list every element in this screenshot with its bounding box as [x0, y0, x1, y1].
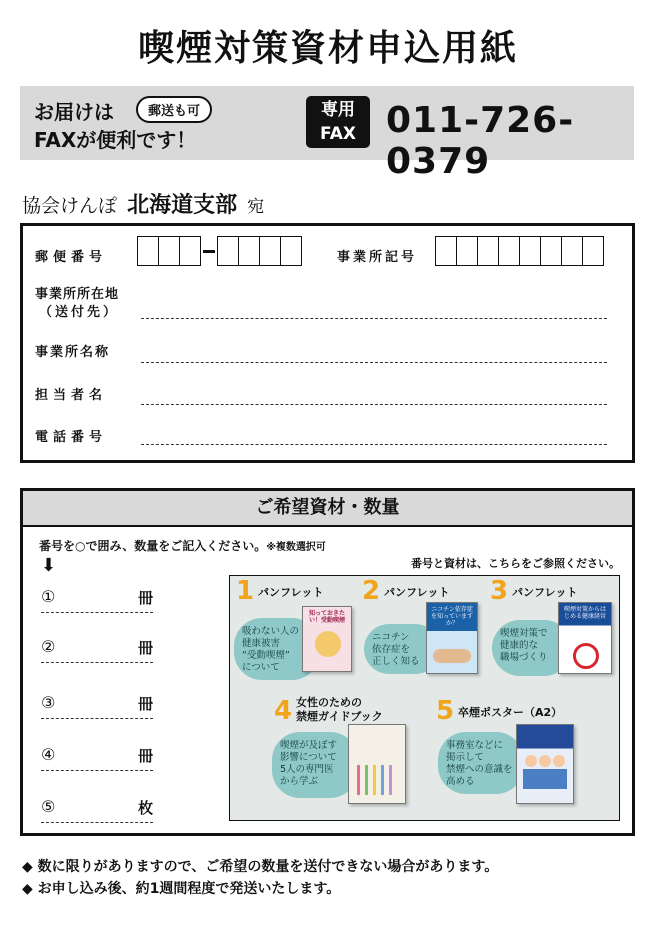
item-4-cover-illustration [357, 765, 360, 795]
footnotes [22, 856, 498, 900]
row-unit: 冊 [137, 639, 153, 657]
item-1-cover-caption: 知っておきたい！受動喫煙 [308, 610, 345, 624]
addressee-suffix: 宛 [247, 197, 265, 217]
quantity-row-2[interactable] [41, 635, 153, 663]
fax-band [20, 86, 634, 182]
item-5-cover-image [516, 724, 574, 804]
item-5-title: 卒煙ポスター（A2） [458, 706, 563, 719]
item-4-number: 4 [274, 696, 293, 726]
item-5-cover-illustration [523, 769, 567, 789]
fax-convenient-text: FAXが便利です！ [34, 128, 197, 152]
digit-box[interactable] [435, 236, 457, 266]
item-5-description: 事務室などに 掲示して 禁煙への意識を 高める [438, 732, 524, 794]
item-3-cover-image [558, 602, 612, 674]
item-3-cover-illustration [573, 643, 599, 669]
selection-header: ご希望資材・数量 [23, 491, 632, 527]
digit-box[interactable] [158, 236, 180, 266]
digit-box[interactable] [561, 236, 583, 266]
quantity-row-4[interactable] [41, 743, 153, 771]
item-4-cover-image [348, 724, 406, 804]
postal-code-boxes-first[interactable] [137, 236, 200, 266]
item-1-title: パンフレット [258, 586, 324, 599]
item-5-cover-illustration [539, 755, 551, 767]
postal-hyphen [203, 250, 215, 253]
row-unit: 冊 [137, 589, 153, 607]
item-5-cover-illustration [553, 755, 565, 767]
row-number[interactable]: ② [41, 637, 56, 656]
badge-line2: FAX [320, 124, 356, 144]
item-1-cover-illustration [315, 631, 341, 657]
digit-box[interactable] [456, 236, 478, 266]
postal-code-label: 郵便番号 [35, 250, 108, 265]
item-3-title: パンフレット [512, 586, 578, 599]
row-number[interactable]: ④ [41, 745, 56, 764]
down-arrow-icon: ⬇ [41, 555, 57, 576]
materials-catalog [229, 575, 620, 821]
addressee-org: 協会けんぽ [22, 195, 118, 217]
badge-line1: 専用 [321, 100, 355, 120]
addressee [22, 188, 264, 219]
office-code-boxes[interactable] [435, 236, 603, 266]
digit-box[interactable] [540, 236, 562, 266]
digit-box[interactable] [582, 236, 604, 266]
address-label-line1: 事業所所在地 [35, 287, 120, 302]
digit-box[interactable] [217, 236, 239, 266]
instruction-note: ※複数選択可 [266, 542, 326, 553]
item-3-description: 喫煙対策で 健康的な 職場づくり [492, 620, 572, 676]
selection-instruction [39, 537, 326, 554]
row-unit: 冊 [137, 747, 153, 765]
phone-label: 電話番号 [35, 430, 108, 445]
office-name-field[interactable] [141, 362, 607, 363]
dedicated-fax-badge [306, 96, 370, 148]
postal-code-boxes-second[interactable] [217, 236, 301, 266]
digit-box[interactable] [280, 236, 302, 266]
row-number[interactable]: ③ [41, 693, 56, 712]
digit-box[interactable] [238, 236, 260, 266]
mail-ok-pill: 郵送も可 [136, 96, 212, 123]
item-3-cover-caption: 喫煙対策からはじめる健康経営 [563, 606, 606, 620]
item-4-description: 喫煙が及ぼす 影響について 5人の専門医 から学ぶ [272, 732, 358, 798]
digit-box[interactable] [137, 236, 159, 266]
digit-box[interactable] [259, 236, 281, 266]
contact-name-field[interactable] [141, 404, 607, 405]
reference-note: 番号と資材は、こちらをご参照ください。 [411, 557, 620, 570]
address-label [35, 286, 119, 322]
applicant-form [20, 223, 635, 463]
office-code-label: 事業所記号 [337, 250, 418, 265]
item-1-cover-image [302, 606, 352, 672]
office-name-label: 事業所名称 [35, 345, 111, 360]
materials-selection [20, 488, 635, 836]
digit-box[interactable] [477, 236, 499, 266]
quantity-row-3[interactable] [41, 691, 153, 719]
quantity-row-5[interactable] [41, 795, 153, 823]
address-field[interactable] [141, 318, 607, 319]
digit-box[interactable] [179, 236, 201, 266]
item-2-title: パンフレット [384, 586, 450, 599]
row-number[interactable]: ⑤ [41, 797, 56, 816]
item-2-cover-illustration [433, 649, 471, 663]
item-2-number: 2 [362, 576, 381, 606]
quantity-row-1[interactable] [41, 585, 153, 613]
item-1-description: 吸わない人の 健康被害 “受動喫煙” について [234, 618, 320, 680]
row-unit: 枚 [137, 799, 153, 817]
item-4-cover-illustration [373, 765, 376, 795]
item-5-number: 5 [436, 696, 455, 726]
address-label-line2: （送付先） [39, 305, 120, 320]
item-2-cover-image [426, 602, 478, 674]
contact-name-label: 担当者名 [35, 388, 108, 403]
footnote-2: ◆ お申し込み後、約1週間程度で発送いたします。 [22, 881, 341, 897]
delivery-text: お届けは [34, 100, 114, 124]
item-2-description: ニコチン 依存症を 正しく知る [364, 624, 440, 674]
digit-box[interactable] [498, 236, 520, 266]
row-unit: 冊 [137, 695, 153, 713]
row-number[interactable]: ① [41, 587, 56, 606]
item-4-title: 女性のための 禁煙ガイドブック [296, 696, 383, 723]
footnote-1: ◆ 数に限りがありますので、ご希望の数量を送付できない場合があります。 [22, 859, 499, 875]
phone-field[interactable] [141, 444, 607, 445]
item-2-cover-caption: ニコチン依存症を知っていますか？ [430, 606, 473, 627]
digit-box[interactable] [519, 236, 541, 266]
addressee-branch: 北海道支部 [127, 193, 238, 218]
item-4-cover-illustration [389, 765, 392, 795]
instruction-text: 番号を○で囲み、数量をご記入ください。 [39, 539, 267, 553]
item-5-cover-illustration [525, 755, 537, 767]
item-4-cover-illustration [365, 765, 368, 795]
item-3-number: 3 [490, 576, 509, 606]
item-1-number: 1 [236, 576, 255, 606]
item-4-cover-illustration [381, 765, 384, 795]
fax-number: 011-726-0379 [386, 100, 575, 182]
page-title: 喫煙対策資材申込用紙 [137, 28, 518, 69]
